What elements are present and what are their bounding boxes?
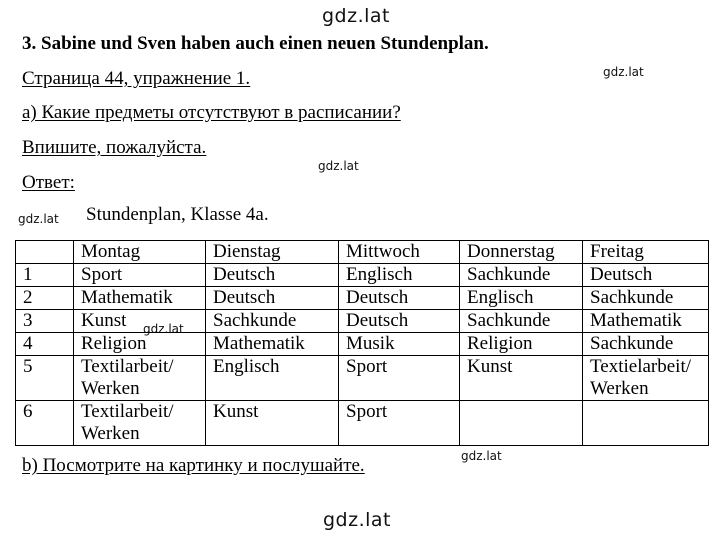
task-b-text: b) Посмотрите на картинку и послушайте.	[22, 455, 365, 476]
subject-text: Musik	[346, 333, 395, 354]
subject-text: Sachkunde	[467, 310, 551, 331]
lesson-number-cell: 6	[16, 401, 74, 446]
subject-text: Sport	[81, 264, 123, 285]
subject-text: Deutsch	[213, 264, 276, 285]
subject-text: Textilarbeit/	[81, 401, 174, 422]
subject-cell	[339, 310, 460, 333]
table-row	[16, 264, 709, 287]
subject-cell	[583, 401, 709, 446]
subject-text: Deutsch	[346, 310, 409, 331]
lesson-number-cell: 5	[16, 356, 74, 401]
watermark-right: gdz.lat	[603, 65, 644, 79]
subject-cell	[583, 310, 709, 333]
subject-text: Sachkunde	[213, 310, 297, 331]
table-row	[16, 401, 709, 446]
subject-cell	[74, 264, 206, 287]
subject-text: Deutsch	[213, 287, 276, 308]
subject-cell	[460, 310, 583, 333]
subject-cell	[339, 356, 460, 401]
subject-cell	[206, 401, 339, 446]
subject-cell	[74, 401, 206, 446]
lesson-number-cell: 2	[16, 287, 74, 310]
subject-text: Deutsch	[346, 287, 409, 308]
subject-cell	[74, 287, 206, 310]
subject-text: Englisch	[213, 356, 280, 377]
subject-cell	[460, 333, 583, 356]
lesson-number-cell: 1	[16, 264, 74, 287]
schedule-table	[15, 240, 709, 446]
subject-cell	[460, 356, 583, 401]
subject-cell	[460, 264, 583, 287]
watermark-top: gdz.lat	[322, 5, 391, 27]
subject-text: Mathematik	[81, 287, 173, 308]
subject-cell	[583, 333, 709, 356]
subject-text: Kunst	[467, 356, 513, 377]
subject-text: Sachkunde	[590, 333, 674, 354]
subject-text: Sachkunde	[590, 287, 674, 308]
table-caption: Stundenplan, Klasse 4a.	[86, 204, 269, 225]
lesson-number-cell: 4	[16, 333, 74, 356]
subject-text: Religion	[81, 333, 147, 354]
subject-cell	[206, 287, 339, 310]
subject-cell	[583, 264, 709, 287]
subject-text: Kunst	[81, 310, 127, 331]
subject-text: Werken	[81, 378, 140, 399]
table-row	[16, 287, 709, 310]
answer-label: Ответ:	[22, 172, 75, 193]
table-row	[16, 356, 709, 401]
subject-cell	[74, 333, 206, 356]
header-cell-tuesday: Dienstag	[206, 241, 339, 264]
subject-cell	[339, 333, 460, 356]
watermark-table: gdz.lat	[143, 322, 184, 336]
subject-text: Werken	[81, 423, 140, 444]
subject-text: Werken	[590, 378, 649, 399]
subject-cell	[583, 356, 709, 401]
header-cell-thursday: Donnerstag	[460, 241, 583, 264]
subject-cell	[583, 287, 709, 310]
subject-text: Textielarbeit/	[590, 356, 692, 377]
watermark-left: gdz.lat	[18, 212, 59, 226]
header-cell-friday: Freitag	[583, 241, 709, 264]
subject-text: Mathematik	[590, 310, 682, 331]
exercise-heading: 3. Sabine und Sven haben auch einen neuen Stundenplan.	[22, 33, 489, 54]
subject-cell	[460, 287, 583, 310]
subject-cell	[206, 310, 339, 333]
subject-text: Englisch	[346, 264, 413, 285]
subject-cell	[206, 264, 339, 287]
subject-text: Kunst	[213, 401, 259, 422]
subject-text: Textilarbeit/	[81, 356, 174, 377]
subject-text: Englisch	[467, 287, 534, 308]
table-row	[16, 333, 709, 356]
watermark-bottom: gdz.lat	[323, 509, 392, 531]
subject-text: Sachkunde	[467, 264, 551, 285]
watermark-middle: gdz.lat	[318, 159, 359, 173]
subject-cell	[460, 401, 583, 446]
page-reference: Страница 44, упражнение 1.	[22, 68, 251, 89]
lesson-number-cell: 3	[16, 310, 74, 333]
subject-cell	[206, 356, 339, 401]
subject-cell	[206, 333, 339, 356]
table-header-row	[16, 241, 709, 264]
subject-text: Mathematik	[213, 333, 305, 354]
header-cell-number	[16, 241, 74, 264]
subject-cell	[339, 264, 460, 287]
subject-cell	[74, 310, 206, 333]
header-cell-monday: Montag	[74, 241, 206, 264]
instruction-text: Впишите, пожалуйста.	[22, 137, 207, 158]
subject-text: Sport	[346, 401, 388, 422]
header-cell-wednesday: Mittwoch	[339, 241, 460, 264]
watermark-bottom-right: gdz.lat	[461, 449, 502, 463]
subject-text: Deutsch	[590, 264, 653, 285]
subject-cell	[74, 356, 206, 401]
task-a-question: a) Какие предметы отсутствуют в расписании?	[22, 102, 401, 123]
subject-text: Religion	[467, 333, 533, 354]
subject-cell	[339, 287, 460, 310]
table-row	[16, 310, 709, 333]
subject-cell	[339, 401, 460, 446]
subject-text: Sport	[346, 356, 388, 377]
